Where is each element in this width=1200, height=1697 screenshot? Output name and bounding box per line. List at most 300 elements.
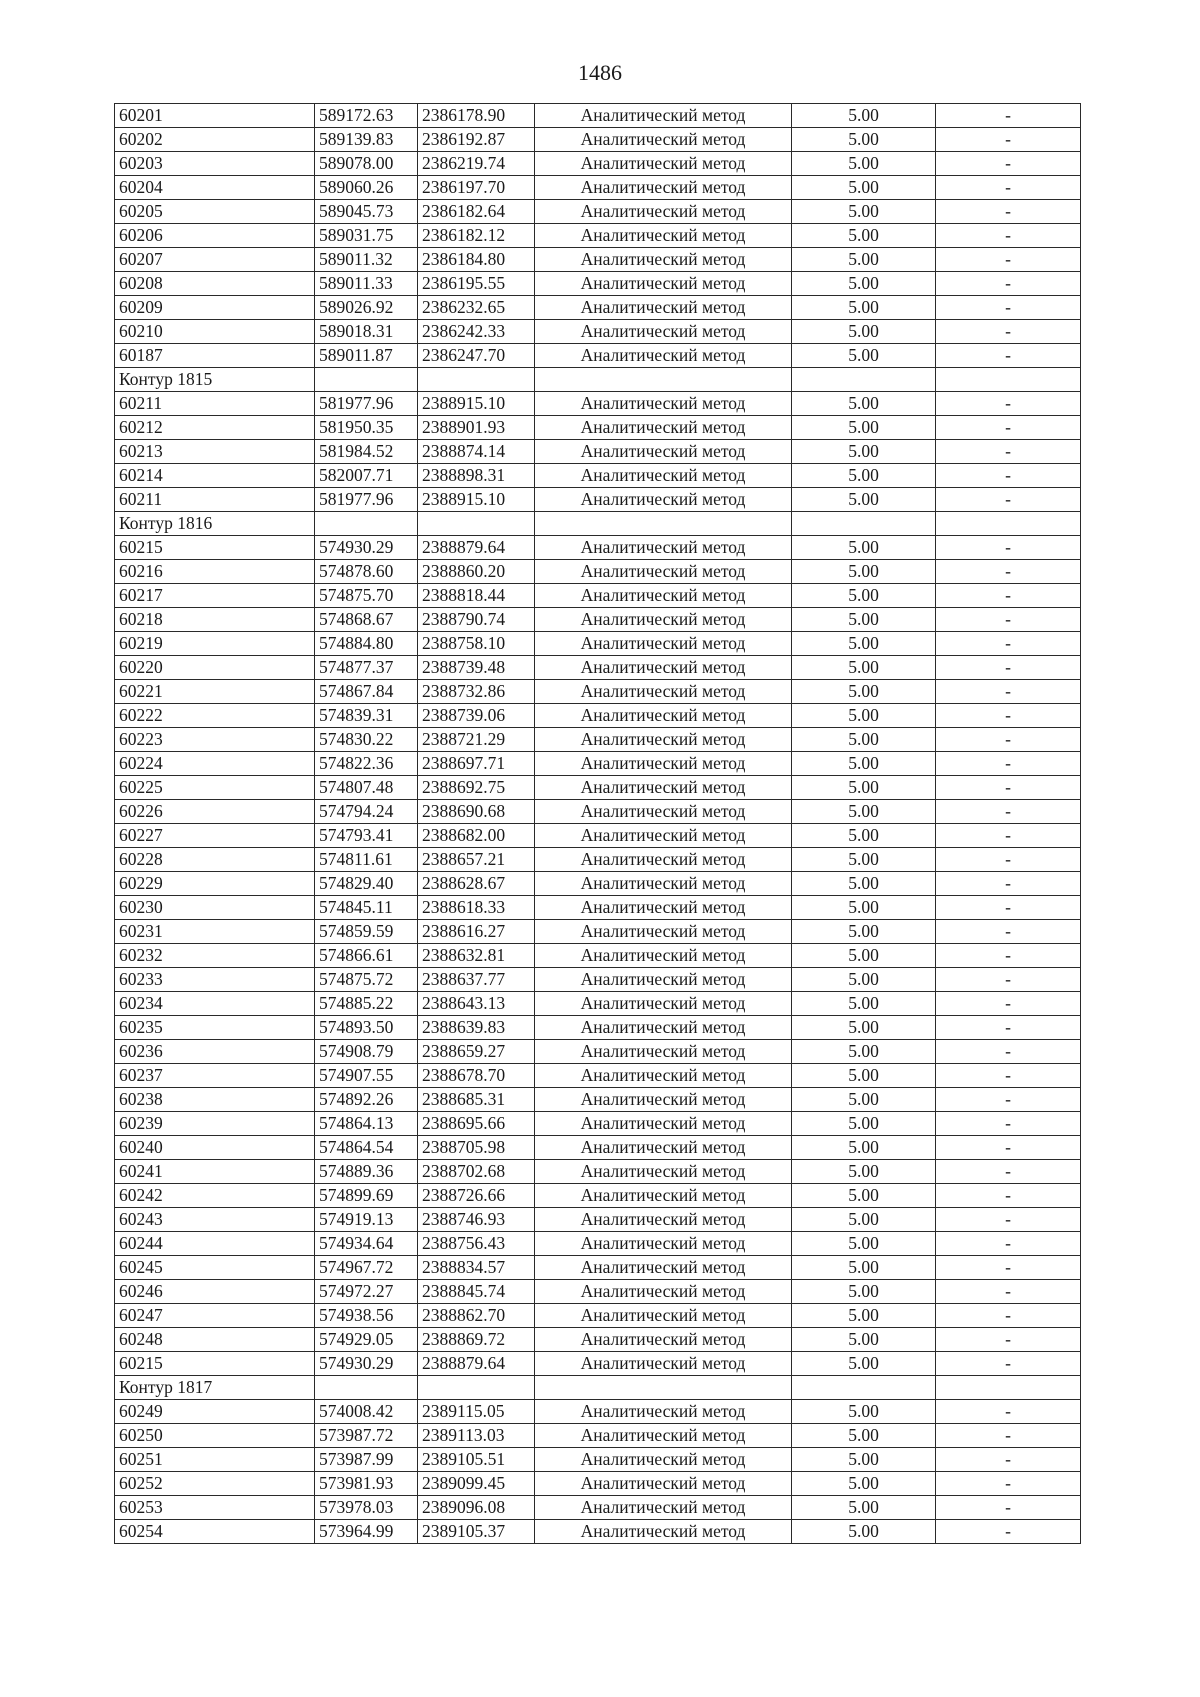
note-cell: - — [936, 320, 1081, 344]
method-cell: Аналитический метод — [535, 536, 792, 560]
method-cell: Аналитический метод — [535, 1520, 792, 1544]
accuracy-cell: 5.00 — [792, 680, 936, 704]
x-coordinate-cell: 574845.11 — [315, 896, 418, 920]
method-cell: Аналитический метод — [535, 656, 792, 680]
note-cell: - — [936, 488, 1081, 512]
x-coordinate-cell: 589018.31 — [315, 320, 418, 344]
table-row — [115, 1400, 1081, 1424]
method-cell: Аналитический метод — [535, 1496, 792, 1520]
point-id-cell: 60251 — [115, 1448, 315, 1472]
method-cell: Аналитический метод — [535, 1352, 792, 1376]
table-row — [115, 752, 1081, 776]
point-id-cell: 60211 — [115, 488, 315, 512]
y-coordinate-cell: 2389113.03 — [418, 1424, 535, 1448]
method-cell: Аналитический метод — [535, 1472, 792, 1496]
point-id-cell: 60203 — [115, 152, 315, 176]
table-row — [115, 824, 1081, 848]
accuracy-cell: 5.00 — [792, 272, 936, 296]
method-cell: Аналитический метод — [535, 1088, 792, 1112]
point-id-cell: 60226 — [115, 800, 315, 824]
y-coordinate-cell: 2388632.81 — [418, 944, 535, 968]
table-row — [115, 1160, 1081, 1184]
empty-cell — [535, 512, 792, 536]
table-row — [115, 152, 1081, 176]
note-cell: - — [936, 1448, 1081, 1472]
y-coordinate-cell: 2388721.29 — [418, 728, 535, 752]
method-cell: Аналитический метод — [535, 104, 792, 128]
note-cell: - — [936, 464, 1081, 488]
y-coordinate-cell: 2388726.66 — [418, 1184, 535, 1208]
table-row — [115, 248, 1081, 272]
accuracy-cell: 5.00 — [792, 1112, 936, 1136]
accuracy-cell: 5.00 — [792, 992, 936, 1016]
method-cell: Аналитический метод — [535, 200, 792, 224]
note-cell: - — [936, 944, 1081, 968]
note-cell: - — [936, 1088, 1081, 1112]
table-row — [115, 1520, 1081, 1544]
point-id-cell: 60187 — [115, 344, 315, 368]
point-id-cell: 60248 — [115, 1328, 315, 1352]
method-cell: Аналитический метод — [535, 560, 792, 584]
y-coordinate-cell: 2388756.43 — [418, 1232, 535, 1256]
x-coordinate-cell: 589011.87 — [315, 344, 418, 368]
x-coordinate-cell: 574972.27 — [315, 1280, 418, 1304]
accuracy-cell: 5.00 — [792, 392, 936, 416]
y-coordinate-cell: 2386178.90 — [418, 104, 535, 128]
contour-label: Контур 1816 — [115, 512, 315, 536]
point-id-cell: 60246 — [115, 1280, 315, 1304]
point-id-cell: 60232 — [115, 944, 315, 968]
point-id-cell: 60225 — [115, 776, 315, 800]
point-id-cell: 60231 — [115, 920, 315, 944]
x-coordinate-cell: 574811.61 — [315, 848, 418, 872]
point-id-cell: 60242 — [115, 1184, 315, 1208]
note-cell: - — [936, 848, 1081, 872]
method-cell: Аналитический метод — [535, 944, 792, 968]
method-cell: Аналитический метод — [535, 728, 792, 752]
empty-cell — [936, 512, 1081, 536]
accuracy-cell: 5.00 — [792, 1328, 936, 1352]
point-id-cell: 60218 — [115, 608, 315, 632]
y-coordinate-cell: 2389105.51 — [418, 1448, 535, 1472]
method-cell: Аналитический метод — [535, 992, 792, 1016]
x-coordinate-cell: 574822.36 — [315, 752, 418, 776]
accuracy-cell: 5.00 — [792, 1184, 936, 1208]
point-id-cell: 60207 — [115, 248, 315, 272]
x-coordinate-cell: 574907.55 — [315, 1064, 418, 1088]
point-id-cell: 60233 — [115, 968, 315, 992]
method-cell: Аналитический метод — [535, 344, 792, 368]
y-coordinate-cell: 2388678.70 — [418, 1064, 535, 1088]
y-coordinate-cell: 2388732.86 — [418, 680, 535, 704]
note-cell: - — [936, 704, 1081, 728]
accuracy-cell: 5.00 — [792, 968, 936, 992]
table-row — [115, 1208, 1081, 1232]
point-id-cell: 60240 — [115, 1136, 315, 1160]
accuracy-cell: 5.00 — [792, 1160, 936, 1184]
point-id-cell: 60247 — [115, 1304, 315, 1328]
note-cell: - — [936, 1496, 1081, 1520]
point-id-cell: 60206 — [115, 224, 315, 248]
point-id-cell: 60252 — [115, 1472, 315, 1496]
y-coordinate-cell: 2388739.48 — [418, 656, 535, 680]
point-id-cell: 60209 — [115, 296, 315, 320]
y-coordinate-cell: 2386242.33 — [418, 320, 535, 344]
accuracy-cell: 5.00 — [792, 752, 936, 776]
point-id-cell: 60241 — [115, 1160, 315, 1184]
note-cell: - — [936, 968, 1081, 992]
x-coordinate-cell: 574919.13 — [315, 1208, 418, 1232]
note-cell: - — [936, 1328, 1081, 1352]
table-row — [115, 1304, 1081, 1328]
accuracy-cell: 5.00 — [792, 632, 936, 656]
note-cell: - — [936, 656, 1081, 680]
note-cell: - — [936, 872, 1081, 896]
table-row — [115, 656, 1081, 680]
accuracy-cell: 5.00 — [792, 848, 936, 872]
note-cell: - — [936, 296, 1081, 320]
x-coordinate-cell: 573981.93 — [315, 1472, 418, 1496]
table-row — [115, 1256, 1081, 1280]
note-cell: - — [936, 800, 1081, 824]
method-cell: Аналитический метод — [535, 128, 792, 152]
table-row — [115, 536, 1081, 560]
table-row — [115, 1136, 1081, 1160]
accuracy-cell: 5.00 — [792, 1496, 936, 1520]
note-cell: - — [936, 1256, 1081, 1280]
y-coordinate-cell: 2389105.37 — [418, 1520, 535, 1544]
table-row — [115, 344, 1081, 368]
accuracy-cell: 5.00 — [792, 1232, 936, 1256]
note-cell: - — [936, 416, 1081, 440]
x-coordinate-cell: 574892.26 — [315, 1088, 418, 1112]
y-coordinate-cell: 2388898.31 — [418, 464, 535, 488]
accuracy-cell: 5.00 — [792, 1400, 936, 1424]
point-id-cell: 60213 — [115, 440, 315, 464]
note-cell: - — [936, 1184, 1081, 1208]
point-id-cell: 60244 — [115, 1232, 315, 1256]
table-row — [115, 968, 1081, 992]
method-cell: Аналитический метод — [535, 224, 792, 248]
x-coordinate-cell: 574930.29 — [315, 536, 418, 560]
method-cell: Аналитический метод — [535, 1280, 792, 1304]
x-coordinate-cell: 574884.80 — [315, 632, 418, 656]
accuracy-cell: 5.00 — [792, 608, 936, 632]
note-cell: - — [936, 200, 1081, 224]
table-row — [115, 872, 1081, 896]
accuracy-cell: 5.00 — [792, 1208, 936, 1232]
x-coordinate-cell: 574889.36 — [315, 1160, 418, 1184]
method-cell: Аналитический метод — [535, 1160, 792, 1184]
x-coordinate-cell: 573978.03 — [315, 1496, 418, 1520]
note-cell: - — [936, 536, 1081, 560]
x-coordinate-cell: 581950.35 — [315, 416, 418, 440]
table-row — [115, 944, 1081, 968]
x-coordinate-cell: 574867.84 — [315, 680, 418, 704]
table-row — [115, 1040, 1081, 1064]
empty-cell — [792, 512, 936, 536]
accuracy-cell: 5.00 — [792, 920, 936, 944]
y-coordinate-cell: 2388690.68 — [418, 800, 535, 824]
point-id-cell: 60253 — [115, 1496, 315, 1520]
accuracy-cell: 5.00 — [792, 560, 936, 584]
table-row — [115, 1112, 1081, 1136]
method-cell: Аналитический метод — [535, 248, 792, 272]
x-coordinate-cell: 589026.92 — [315, 296, 418, 320]
method-cell: Аналитический метод — [535, 1136, 792, 1160]
note-cell: - — [936, 104, 1081, 128]
x-coordinate-cell: 574793.41 — [315, 824, 418, 848]
point-id-cell: 60239 — [115, 1112, 315, 1136]
accuracy-cell: 5.00 — [792, 200, 936, 224]
point-id-cell: 60249 — [115, 1400, 315, 1424]
x-coordinate-cell: 573987.72 — [315, 1424, 418, 1448]
x-coordinate-cell: 573964.99 — [315, 1520, 418, 1544]
point-id-cell: 60254 — [115, 1520, 315, 1544]
note-cell: - — [936, 1040, 1081, 1064]
x-coordinate-cell: 574864.54 — [315, 1136, 418, 1160]
table-row — [115, 704, 1081, 728]
table-row — [115, 128, 1081, 152]
method-cell: Аналитический метод — [535, 968, 792, 992]
page-number: 1486 — [578, 60, 622, 85]
y-coordinate-cell: 2388915.10 — [418, 392, 535, 416]
method-cell: Аналитический метод — [535, 1400, 792, 1424]
x-coordinate-cell: 574878.60 — [315, 560, 418, 584]
note-cell: - — [936, 776, 1081, 800]
accuracy-cell: 5.00 — [792, 800, 936, 824]
y-coordinate-cell: 2386182.12 — [418, 224, 535, 248]
y-coordinate-cell: 2388901.93 — [418, 416, 535, 440]
method-cell: Аналитический метод — [535, 752, 792, 776]
y-coordinate-cell: 2388746.93 — [418, 1208, 535, 1232]
y-coordinate-cell: 2386192.87 — [418, 128, 535, 152]
accuracy-cell: 5.00 — [792, 1448, 936, 1472]
note-cell: - — [936, 1400, 1081, 1424]
x-coordinate-cell: 574859.59 — [315, 920, 418, 944]
table-row — [115, 272, 1081, 296]
point-id-cell: 60238 — [115, 1088, 315, 1112]
y-coordinate-cell: 2388697.71 — [418, 752, 535, 776]
method-cell: Аналитический метод — [535, 704, 792, 728]
point-id-cell: 60223 — [115, 728, 315, 752]
accuracy-cell: 5.00 — [792, 320, 936, 344]
note-cell: - — [936, 560, 1081, 584]
note-cell: - — [936, 1424, 1081, 1448]
point-id-cell: 60216 — [115, 560, 315, 584]
table-row — [115, 1472, 1081, 1496]
accuracy-cell: 5.00 — [792, 1424, 936, 1448]
accuracy-cell: 5.00 — [792, 824, 936, 848]
table-row — [115, 1352, 1081, 1376]
method-cell: Аналитический метод — [535, 1424, 792, 1448]
y-coordinate-cell: 2388628.67 — [418, 872, 535, 896]
accuracy-cell: 5.00 — [792, 152, 936, 176]
y-coordinate-cell: 2389096.08 — [418, 1496, 535, 1520]
y-coordinate-cell: 2386197.70 — [418, 176, 535, 200]
x-coordinate-cell: 589045.73 — [315, 200, 418, 224]
x-coordinate-cell: 581977.96 — [315, 392, 418, 416]
y-coordinate-cell: 2388659.27 — [418, 1040, 535, 1064]
x-coordinate-cell: 574829.40 — [315, 872, 418, 896]
y-coordinate-cell: 2388657.21 — [418, 848, 535, 872]
note-cell: - — [936, 920, 1081, 944]
point-id-cell: 60220 — [115, 656, 315, 680]
note-cell: - — [936, 152, 1081, 176]
accuracy-cell: 5.00 — [792, 584, 936, 608]
method-cell: Аналитический метод — [535, 680, 792, 704]
table-row — [115, 392, 1081, 416]
table-row — [115, 1448, 1081, 1472]
method-cell: Аналитический метод — [535, 440, 792, 464]
note-cell: - — [936, 1352, 1081, 1376]
note-cell: - — [936, 584, 1081, 608]
y-coordinate-cell: 2388879.64 — [418, 1352, 535, 1376]
method-cell: Аналитический метод — [535, 824, 792, 848]
x-coordinate-cell: 574908.79 — [315, 1040, 418, 1064]
point-id-cell: 60221 — [115, 680, 315, 704]
note-cell: - — [936, 608, 1081, 632]
accuracy-cell: 5.00 — [792, 872, 936, 896]
empty-cell — [792, 1376, 936, 1400]
empty-cell — [792, 368, 936, 392]
point-id-cell: 60234 — [115, 992, 315, 1016]
x-coordinate-cell: 589172.63 — [315, 104, 418, 128]
y-coordinate-cell: 2388705.98 — [418, 1136, 535, 1160]
accuracy-cell: 5.00 — [792, 728, 936, 752]
y-coordinate-cell: 2388818.44 — [418, 584, 535, 608]
y-coordinate-cell: 2388739.06 — [418, 704, 535, 728]
y-coordinate-cell: 2386184.80 — [418, 248, 535, 272]
table-row — [115, 416, 1081, 440]
accuracy-cell: 5.00 — [792, 1280, 936, 1304]
point-id-cell: 60219 — [115, 632, 315, 656]
point-id-cell: 60212 — [115, 416, 315, 440]
table-row — [115, 608, 1081, 632]
note-cell: - — [936, 1064, 1081, 1088]
point-id-cell: 60245 — [115, 1256, 315, 1280]
table-row — [115, 1280, 1081, 1304]
method-cell: Аналитический метод — [535, 320, 792, 344]
table-row — [115, 680, 1081, 704]
point-id-cell: 60235 — [115, 1016, 315, 1040]
method-cell: Аналитический метод — [535, 896, 792, 920]
empty-cell — [418, 1376, 535, 1400]
y-coordinate-cell: 2386219.74 — [418, 152, 535, 176]
note-cell: - — [936, 224, 1081, 248]
contour-header-row — [115, 368, 1081, 392]
note-cell: - — [936, 992, 1081, 1016]
accuracy-cell: 5.00 — [792, 1472, 936, 1496]
x-coordinate-cell: 574893.50 — [315, 1016, 418, 1040]
x-coordinate-cell: 574875.72 — [315, 968, 418, 992]
point-id-cell: 60215 — [115, 1352, 315, 1376]
method-cell: Аналитический метод — [535, 920, 792, 944]
accuracy-cell: 5.00 — [792, 1520, 936, 1544]
x-coordinate-cell: 574008.42 — [315, 1400, 418, 1424]
y-coordinate-cell: 2386182.64 — [418, 200, 535, 224]
method-cell: Аналитический метод — [535, 608, 792, 632]
table-row — [115, 1424, 1081, 1448]
method-cell: Аналитический метод — [535, 1304, 792, 1328]
table-row — [115, 896, 1081, 920]
accuracy-cell: 5.00 — [792, 1256, 936, 1280]
point-id-cell: 60211 — [115, 392, 315, 416]
accuracy-cell: 5.00 — [792, 248, 936, 272]
y-coordinate-cell: 2388616.27 — [418, 920, 535, 944]
y-coordinate-cell: 2388702.68 — [418, 1160, 535, 1184]
x-coordinate-cell: 574930.29 — [315, 1352, 418, 1376]
accuracy-cell: 5.00 — [792, 704, 936, 728]
method-cell: Аналитический метод — [535, 1184, 792, 1208]
note-cell: - — [936, 1160, 1081, 1184]
y-coordinate-cell: 2388860.20 — [418, 560, 535, 584]
accuracy-cell: 5.00 — [792, 1016, 936, 1040]
y-coordinate-cell: 2388834.57 — [418, 1256, 535, 1280]
point-id-cell: 60250 — [115, 1424, 315, 1448]
point-id-cell: 60210 — [115, 320, 315, 344]
note-cell: - — [936, 272, 1081, 296]
table-row — [115, 800, 1081, 824]
x-coordinate-cell: 589011.32 — [315, 248, 418, 272]
accuracy-cell: 5.00 — [792, 944, 936, 968]
y-coordinate-cell: 2388682.00 — [418, 824, 535, 848]
x-coordinate-cell: 589078.00 — [315, 152, 418, 176]
empty-cell — [535, 368, 792, 392]
table-row — [115, 560, 1081, 584]
method-cell: Аналитический метод — [535, 584, 792, 608]
x-coordinate-cell: 574885.22 — [315, 992, 418, 1016]
x-coordinate-cell: 574967.72 — [315, 1256, 418, 1280]
method-cell: Аналитический метод — [535, 176, 792, 200]
x-coordinate-cell: 574875.70 — [315, 584, 418, 608]
contour-label: Контур 1817 — [115, 1376, 315, 1400]
accuracy-cell: 5.00 — [792, 176, 936, 200]
point-id-cell: 60236 — [115, 1040, 315, 1064]
accuracy-cell: 5.00 — [792, 416, 936, 440]
x-coordinate-cell: 582007.71 — [315, 464, 418, 488]
table-row — [115, 104, 1081, 128]
note-cell: - — [936, 392, 1081, 416]
empty-cell — [936, 1376, 1081, 1400]
method-cell: Аналитический метод — [535, 488, 792, 512]
y-coordinate-cell: 2389115.05 — [418, 1400, 535, 1424]
method-cell: Аналитический метод — [535, 776, 792, 800]
method-cell: Аналитический метод — [535, 272, 792, 296]
coordinates-table — [114, 103, 1081, 1544]
empty-cell — [315, 1376, 418, 1400]
accuracy-cell: 5.00 — [792, 104, 936, 128]
table-row — [115, 728, 1081, 752]
y-coordinate-cell: 2388845.74 — [418, 1280, 535, 1304]
contour-label: Контур 1815 — [115, 368, 315, 392]
x-coordinate-cell: 589139.83 — [315, 128, 418, 152]
x-coordinate-cell: 589060.26 — [315, 176, 418, 200]
table-row — [115, 176, 1081, 200]
x-coordinate-cell: 574794.24 — [315, 800, 418, 824]
x-coordinate-cell: 574938.56 — [315, 1304, 418, 1328]
x-coordinate-cell: 581977.96 — [315, 488, 418, 512]
table-row — [115, 320, 1081, 344]
table-row — [115, 1016, 1081, 1040]
empty-cell — [315, 368, 418, 392]
point-id-cell: 60204 — [115, 176, 315, 200]
note-cell: - — [936, 1472, 1081, 1496]
method-cell: Аналитический метод — [535, 416, 792, 440]
accuracy-cell: 5.00 — [792, 1088, 936, 1112]
y-coordinate-cell: 2388643.13 — [418, 992, 535, 1016]
note-cell: - — [936, 1112, 1081, 1136]
